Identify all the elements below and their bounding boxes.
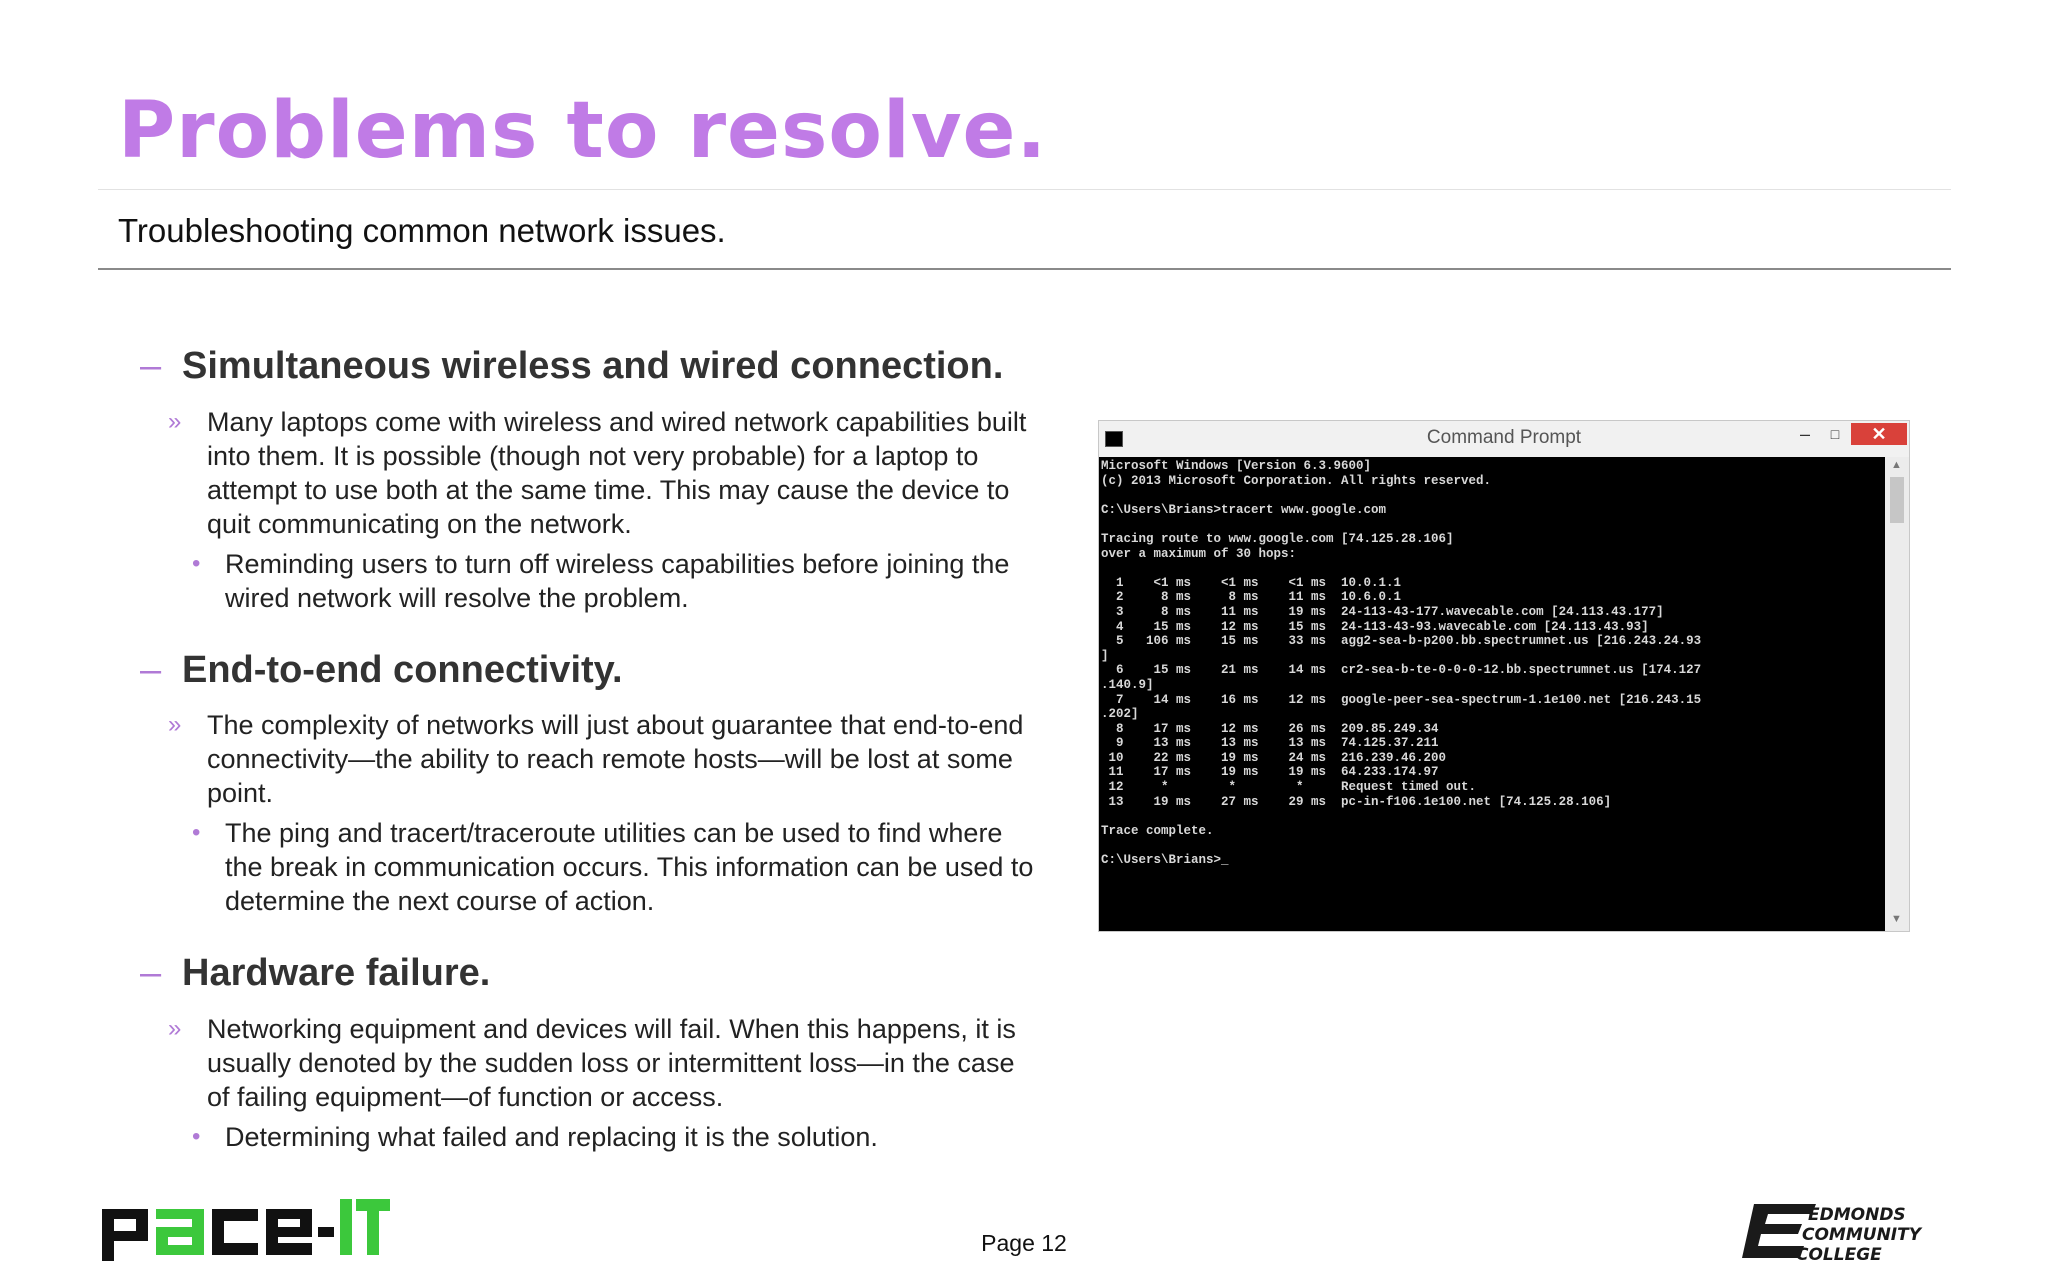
- terminal-line: 5 106 ms 15 ms 33 ms agg2-sea-b-p200.bb.spectrumnet.us [216.243.24.93: [1101, 634, 1702, 649]
- slide-title: Problems to resolve.: [118, 86, 1048, 176]
- terminal-line: 9 13 ms 13 ms 13 ms 74.125.37.211: [1101, 736, 1439, 751]
- terminal-line: 3 8 ms 11 ms 19 ms 24-113-43-177.wavecable.com [24.113.43.177]: [1101, 604, 1664, 619]
- edmonds-community-college-logo: [1740, 1198, 1950, 1264]
- dash-marker: –: [140, 952, 162, 995]
- terminal-line: 13 19 ms 27 ms 29 ms pc-in-f106.1e100.net [74.125.28.106]: [1101, 794, 1612, 809]
- sub-bullet-text: Determining what failed and replacing it is the solution.: [225, 1122, 878, 1153]
- dot-marker-icon: •: [192, 549, 201, 577]
- terminal-line: 8 17 ms 12 ms 26 ms 209.85.249.34: [1101, 721, 1439, 736]
- chevron-marker-icon: »: [168, 407, 182, 435]
- terminal-line: .202]: [1101, 707, 1139, 722]
- sub-bullet: [140, 816, 1040, 918]
- terminal-line: C:\Users\Brians>tracert www.google.com: [1101, 502, 1387, 517]
- slide-subtitle: Troubleshooting common network issues.: [118, 212, 726, 249]
- sub-bullet: [140, 547, 1040, 615]
- chevron-marker-icon: »: [168, 711, 182, 739]
- heading-text: Hardware failure.: [182, 952, 491, 995]
- terminal-line: [1101, 488, 1885, 503]
- dash-marker: –: [140, 648, 162, 691]
- scroll-up-icon[interactable]: ▲: [1891, 459, 1902, 471]
- close-icon[interactable]: ✕: [1851, 423, 1907, 445]
- chevron-marker-icon: »: [168, 1015, 182, 1043]
- heading-text: End-to-end connectivity.: [182, 648, 623, 691]
- terminal-line: (c) 2013 Microsoft Corporation. All rights reserved.: [1101, 473, 1492, 488]
- slide-content: [140, 345, 1040, 1188]
- window-titlebar: [1099, 421, 1909, 457]
- terminal-line: 1 <1 ms <1 ms <1 ms 10.0.1.1: [1101, 575, 1402, 590]
- window-title: Command Prompt: [1426, 427, 1582, 448]
- sub-bullet-text: Reminding users to turn off wireless capabilities before joining the wired network will resolve the problem.: [225, 548, 1010, 613]
- terminal-line: Trace complete.: [1101, 823, 1214, 838]
- scrollbar[interactable]: [1885, 457, 1909, 931]
- section-wireless-wired: [140, 345, 1040, 615]
- terminal-line: Tracing route to www.google.com [74.125.28.106]: [1101, 531, 1454, 546]
- section-heading: [140, 952, 1040, 996]
- terminal-line: 6 15 ms 21 ms 14 ms cr2-sea-b-te-0-0-0-12.bb.spectrumnet.us [174.127: [1101, 663, 1702, 678]
- svg-text:EDMONDS: EDMONDS: [1808, 1205, 1906, 1225]
- scroll-down-icon[interactable]: ▼: [1891, 913, 1902, 925]
- terminal-line: over a maximum of 30 hops:: [1101, 546, 1297, 561]
- title-divider: [98, 189, 1951, 190]
- terminal-line: [1101, 517, 1885, 532]
- sub-bullet-text: The ping and tracert/traceroute utilities can be used to find where the break in communication occurs. This information can be used to determine the next course of action.: [225, 818, 1034, 917]
- subtitle-divider: [98, 268, 1951, 270]
- command-prompt-window: [1098, 420, 1910, 932]
- page-number: Page 12: [981, 1230, 1067, 1256]
- sub-bullet: [140, 1120, 1040, 1154]
- terminal-line: 7 14 ms 16 ms 12 ms google-peer-sea-spectrum-1.1e100.net [216.243.15: [1101, 692, 1702, 707]
- terminal-line: ]: [1101, 648, 1109, 663]
- bullet-text: Networking equipment and devices will fail. When this happens, it is usually denoted by the sudden loss or intermittent loss—in the case of failing equipment—of function or access.: [207, 1014, 1016, 1113]
- dot-marker-icon: •: [192, 1123, 201, 1151]
- heading-text: Simultaneous wireless and wired connection.: [182, 345, 1004, 387]
- terminal-line: [1101, 561, 1885, 576]
- terminal-line: 2 8 ms 8 ms 11 ms 10.6.0.1: [1101, 590, 1402, 605]
- terminal-output: [1099, 457, 1885, 931]
- terminal-line: .140.9]: [1101, 677, 1154, 692]
- terminal-line: 10 22 ms 19 ms 24 ms 216.239.46.200: [1101, 750, 1447, 765]
- terminal-line: [1101, 809, 1885, 824]
- maximize-icon[interactable]: □: [1830, 426, 1840, 442]
- section-heading: [140, 649, 1040, 693]
- minimize-icon[interactable]: –: [1799, 424, 1810, 444]
- terminal-line: 11 17 ms 19 ms 19 ms 64.233.174.97: [1101, 765, 1439, 780]
- dash-marker: –: [140, 345, 162, 387]
- section-heading: [140, 345, 1040, 389]
- bullet-text: Many laptops come with wireless and wired network capabilities built into them. It is possible (though not very probable) for a laptop to attempt to use both at the same time. This may cause the device to quit communicating on the network.: [207, 406, 1027, 539]
- terminal-line: C:\Users\Brians>_: [1101, 853, 1229, 868]
- section-hardware-failure: [140, 952, 1040, 1154]
- svg-text:COMMUNITY: COMMUNITY: [1802, 1225, 1922, 1245]
- terminal-line: [1101, 838, 1885, 853]
- terminal-line: 4 15 ms 12 ms 15 ms 24-113-43-93.wavecable.com [24.113.43.93]: [1101, 619, 1649, 634]
- bullet: [140, 1012, 1040, 1114]
- terminal-line: 12 * * * Request timed out.: [1101, 780, 1477, 795]
- terminal-line: Microsoft Windows [Version 6.3.9600]: [1101, 459, 1372, 473]
- section-end-to-end: [140, 649, 1040, 919]
- scrollbar-thumb[interactable]: [1890, 477, 1904, 523]
- dot-marker-icon: •: [192, 819, 201, 847]
- bullet: [140, 405, 1040, 541]
- svg-text:COLLEGE: COLLEGE: [1796, 1245, 1882, 1264]
- bullet-text: The complexity of networks will just about guarantee that end-to-end connectivity—the ability to reach remote hosts—will be lost at some point.: [207, 710, 1024, 809]
- bullet: [140, 708, 1040, 810]
